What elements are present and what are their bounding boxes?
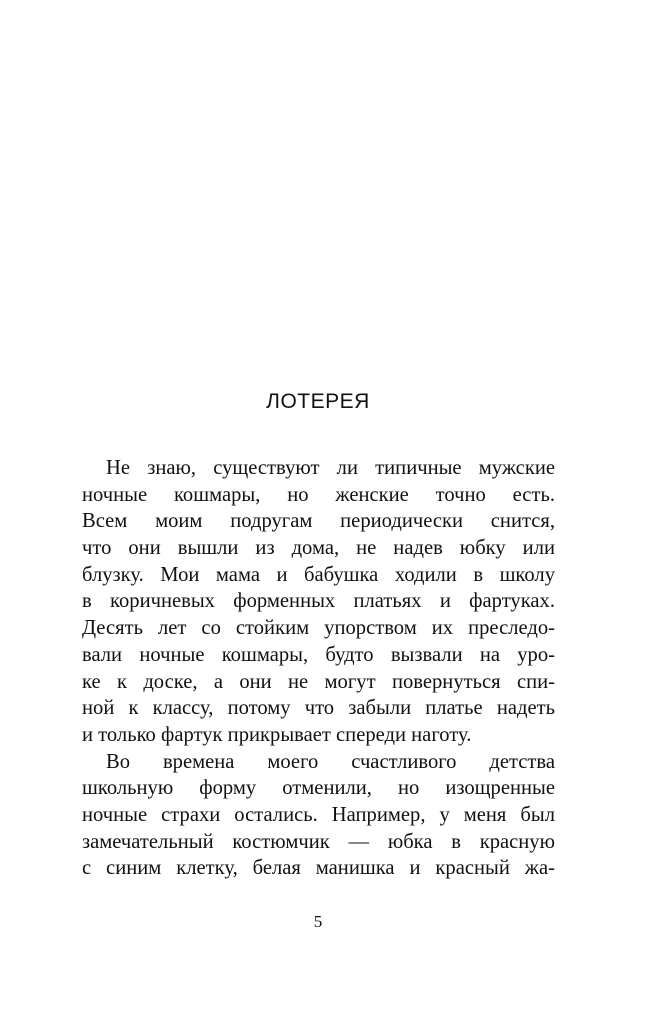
paragraph-1 [82, 455, 555, 749]
text-line: и только фартук прикрывает спереди наготу. [82, 723, 472, 746]
text-line: замечательный костюмчик — юбка в красную [82, 830, 555, 853]
text-line: ночные кошмары, но женские точно есть. [82, 483, 555, 506]
page-number: 5 [313, 912, 323, 931]
text-line: ночные страхи остались. Например, у меня был [82, 803, 555, 826]
text-line: Не знаю, существуют ли типичные мужские [106, 457, 555, 479]
paragraph-2 [82, 749, 555, 882]
text-line: блузку. Мои мама и бабушка ходили в школу [82, 563, 555, 586]
text-line: что они вышли из дома, не надев юбку или [82, 537, 555, 560]
chapter-title: ЛОТЕРЕЯ [266, 390, 370, 413]
chapter-body [82, 455, 555, 882]
text-line: в коричневых форменных платьях и фартуках. [82, 590, 555, 613]
text-line: с синим клетку, белая манишка и красный жа- [82, 857, 555, 880]
text-line: вали ночные кошмары, будто вызвали на уро- [82, 643, 555, 666]
text-line: Всем моим подругам периодически снится, [82, 510, 555, 533]
text-line: Десять лет со стойким упорством их преследо- [82, 617, 555, 640]
text-line: ной к классу, потому что забыли платье надеть [82, 697, 555, 720]
text-line: школьную форму отменили, но изощренные [82, 777, 555, 800]
text-line: Во времена моего счастливого детства [106, 750, 555, 773]
text-line: ке к доске, а они не могут повернуться спи- [82, 670, 555, 693]
